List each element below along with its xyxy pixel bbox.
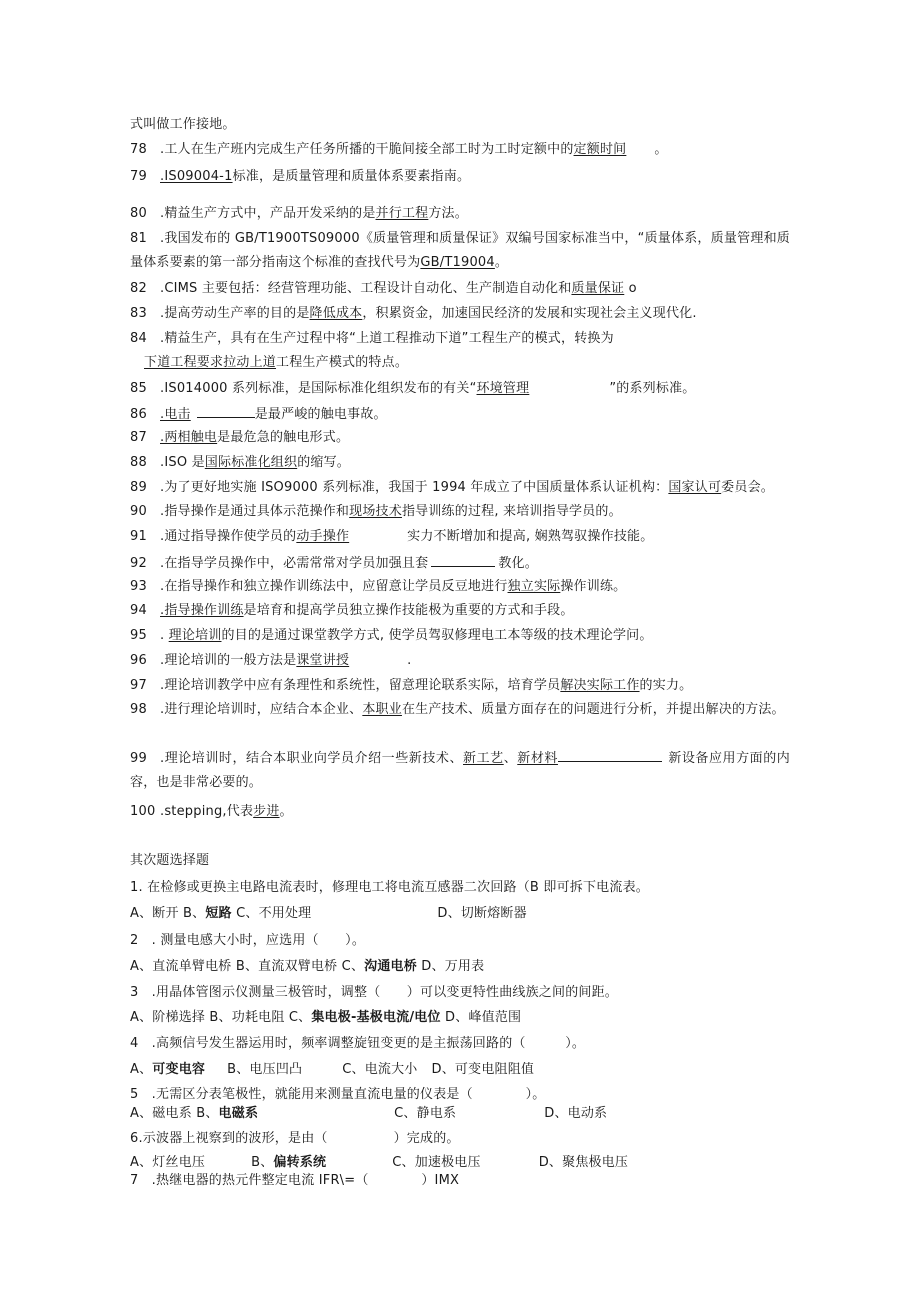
answer-underlined: 本职业	[362, 702, 402, 717]
answer-underlined: 新材料	[517, 751, 558, 766]
option-text: D、电动系	[544, 1106, 608, 1121]
question-text: .在指导学员操作中，必需常常对学员加强且套	[160, 556, 429, 571]
question-text-end: 实力不断增加和提高, 娴熟驾驭操作技能。	[407, 529, 654, 544]
option-text: B、电压凹凸	[227, 1062, 303, 1077]
question-98	[130, 698, 790, 722]
question-95	[130, 628, 790, 644]
choice-question-5	[130, 1087, 790, 1103]
answer-underlined: 动手操作	[296, 529, 350, 544]
section-title: 其次题选择题	[130, 853, 210, 868]
answer-underlined: 国际标准化组织	[204, 455, 298, 470]
question-text-end: ”的系列标准。	[609, 381, 696, 396]
question-78	[130, 142, 790, 158]
question-text: .理论培训教学中应有条理性和系统性，留意理论联系实际，培育学员	[160, 678, 561, 693]
section-heading	[130, 853, 790, 869]
question-text: 标准，是质量管理和质量体系要素指南。	[232, 169, 471, 184]
question-number: 100	[130, 804, 156, 819]
question-text-end: 工程生产模式的特点。	[276, 355, 409, 370]
question-text: 5 .无需区分表笔极性，就能用来测量直流电量的仪表是（ ）。	[130, 1087, 546, 1102]
line-0	[130, 117, 790, 133]
answer-blank	[431, 554, 495, 567]
question-text-end: 。	[654, 142, 668, 157]
choice-question-4	[130, 1036, 790, 1052]
question-text-end: 指导训练的过程, 来培训指导学员的。	[401, 504, 622, 519]
question-text: .提高劳动生产率的目的是	[160, 306, 310, 321]
question-97	[130, 678, 790, 694]
option-text: D、可变电阻阻值	[431, 1062, 535, 1077]
option-text: A、	[130, 1062, 153, 1077]
question-86	[130, 405, 790, 423]
question-text: .	[160, 628, 169, 643]
answer-underlined: 降低成本	[309, 306, 363, 321]
option-text: C、电流大小	[342, 1062, 418, 1077]
question-text: .通过指导操作使学员的	[160, 529, 297, 544]
question-text: 是最严峻的触电事故。	[254, 407, 387, 422]
answer-underlined: 步进	[253, 804, 280, 819]
question-number: 91	[130, 529, 147, 544]
question-text-end: 的目的是通过课堂教学方式, 使学员驾驭修理电工本等级的技术理论学问。	[221, 628, 653, 643]
question-text: .理论培训时，结合本职业向学员介绍一些新技术、	[160, 751, 464, 766]
question-text: .ISO 是	[160, 455, 205, 470]
answer-underlined: 现场技术	[349, 504, 402, 519]
question-text: .进行理论培训时，应结合本企业、	[160, 702, 363, 717]
question-number: 82	[130, 281, 147, 296]
question-text-end: 。	[494, 255, 509, 270]
question-text: 3 .用晶体管图示仪测量三极管时，调整（ ）可以变更特性曲线族之间的间距。	[130, 985, 619, 1000]
question-90	[130, 504, 790, 520]
choice-question-6	[130, 1131, 790, 1147]
question-number: 88	[130, 455, 147, 470]
question-number: 92	[130, 556, 147, 571]
option-text: C、不用处理	[231, 906, 312, 921]
choice-options-1	[130, 906, 790, 922]
answer-blank	[558, 749, 662, 762]
line-text: 式叫做工作接地。	[130, 117, 236, 132]
question-100	[130, 804, 790, 820]
option-text: A、灯丝电压	[130, 1155, 206, 1170]
option-answer: 偏转系统	[273, 1155, 327, 1170]
question-text-end: 。	[279, 804, 293, 819]
option-answer: 沟通电桥	[364, 959, 417, 974]
question-89	[130, 480, 790, 496]
question-82	[130, 281, 790, 297]
question-number: 87	[130, 430, 147, 445]
option-answer: 电磁系	[218, 1106, 259, 1121]
answer-underlined: 质量保证	[571, 281, 625, 296]
answer-underlined: .两相触电	[160, 430, 218, 445]
question-text: .stepping,代表	[160, 804, 254, 819]
option-text: C、加速极电压	[392, 1155, 481, 1170]
answer-underlined: .IS09004-1	[160, 169, 233, 184]
answer-underlined: 课堂讲授	[296, 653, 350, 668]
question-text: .在指导操作和独立操作训练法中，应留意让学员反豆地进行	[160, 579, 508, 594]
answer-underlined: 理论培训	[168, 628, 222, 643]
question-91	[130, 529, 790, 545]
choice-options-5	[130, 1106, 790, 1122]
question-number: 97	[130, 678, 147, 693]
choice-options-6	[130, 1155, 790, 1171]
option-text: D、万用表	[416, 959, 485, 974]
question-number: 96	[130, 653, 147, 668]
separator: 、	[503, 751, 518, 766]
question-text: 是培育和提高学员独立操作技能极为重要的方式和手段。	[243, 603, 574, 618]
question-text-end: 方法。	[428, 206, 468, 221]
question-84	[130, 331, 790, 347]
question-text: 是最危急的触电形式。	[217, 430, 350, 445]
question-number: 85	[130, 381, 147, 396]
question-84-cont	[144, 355, 804, 371]
question-number: 81	[130, 231, 147, 246]
question-text-end: 教化。	[498, 556, 538, 571]
choice-question-2	[130, 933, 790, 949]
question-88	[130, 455, 790, 471]
question-85	[130, 381, 790, 397]
answer-underlined: 定额时间	[573, 142, 627, 157]
question-number: 80	[130, 206, 147, 221]
option-answer: 可变电容	[152, 1062, 206, 1077]
question-text-end: 的实力。	[639, 678, 693, 693]
question-number: 89	[130, 480, 147, 495]
question-number: 93	[130, 579, 147, 594]
choice-options-2	[130, 959, 790, 975]
question-text-end: o	[624, 281, 637, 296]
option-text: D、切断熔断器	[437, 906, 527, 921]
answer-underlined: 环境管理	[476, 381, 530, 396]
answer-underlined: 并行工程	[375, 206, 429, 221]
option-answer: 短路	[205, 906, 232, 921]
option-answer: 集电极-基极电流/电位	[311, 1010, 441, 1025]
question-number: 90	[130, 504, 147, 519]
choice-options-3	[130, 1010, 790, 1026]
question-83	[130, 306, 790, 322]
question-text: 2 . 测量电感大小时，应选用（ ）。	[130, 933, 366, 948]
question-text: .CIMS 主要包括：经营管理功能、工程设计自动化、生产制造自动化和	[160, 281, 572, 296]
question-text: .精益生产方式中，产品开发采纳的是	[160, 206, 376, 221]
question-96	[130, 653, 790, 669]
question-text: .我国发布的 GB/T1900TS09000《质量管理和质量保证》双编号国家标准当中，“质量体系，质量管理和质量体系要素的第一部分指南这个标准的查找代号为	[130, 231, 790, 270]
question-number: 84	[130, 331, 147, 346]
question-text-end: ，积累资金，加速国民经济的发展和实现社会主义现代化.	[362, 306, 697, 321]
answer-underlined: 下道工程要求拉动上道	[144, 355, 277, 370]
choice-question-7	[130, 1173, 790, 1189]
answer-underlined: GB/T19004	[420, 255, 495, 270]
question-text: 4 .高频信号发生器运用时，频率调整旋钮变更的是主振荡回路的（ ）。	[130, 1036, 586, 1051]
question-text-end: 操作训练。	[560, 579, 627, 594]
question-number: 78	[130, 142, 147, 157]
question-text: .工人在生产班内完成生产任务所播的干脆间接全部工时为工时定额中的	[160, 142, 574, 157]
option-text: D、聚焦极电压	[538, 1155, 629, 1170]
question-99	[130, 747, 790, 795]
question-number: 98	[130, 702, 147, 717]
question-text: .理论培训的一般方法是	[160, 653, 297, 668]
question-92	[130, 554, 790, 572]
choice-options-4	[130, 1062, 790, 1078]
option-text: B、	[251, 1155, 274, 1170]
question-79	[130, 169, 790, 185]
answer-underlined: .电击	[160, 407, 191, 422]
option-text: A、磁电系 B、	[130, 1106, 219, 1121]
question-80	[130, 206, 790, 222]
question-text: .精益生产，具有在生产过程中将“上道工程推动下道”工程生产的模式，转换为	[160, 331, 614, 346]
question-text: 6.示波器上视察到的波形，是由（ ）完成的。	[130, 1131, 460, 1146]
option-text: D、峰值范围	[440, 1010, 522, 1025]
question-text-end: 在生产技术、质量方面存在的问题进行分析，并提出解决的方法。	[401, 702, 785, 717]
question-number: 95	[130, 628, 147, 643]
question-number: 83	[130, 306, 147, 321]
choice-question-3	[130, 985, 790, 1001]
question-text-end: 新设备应用方面的内容，也是非常必要的。	[130, 751, 790, 790]
question-number: 99	[130, 751, 147, 766]
question-number: 79	[130, 169, 147, 184]
option-text: A、阶梯选择 B、功耗电阻 C、	[130, 1010, 312, 1025]
question-81	[130, 227, 790, 275]
answer-underlined: .指导操作训练	[160, 603, 244, 618]
choice-question-1	[130, 880, 790, 896]
option-text: A、断开 B、	[130, 906, 206, 921]
question-number: 94	[130, 603, 147, 618]
answer-underlined: 国家认可	[668, 480, 722, 495]
question-93	[130, 579, 790, 595]
answer-underlined: 新工艺	[463, 751, 504, 766]
question-text: .IS014000 系列标准，是国际标准化组织发布的有关“	[160, 381, 477, 396]
answer-underlined: 独立实际	[507, 579, 561, 594]
answer-blank	[197, 405, 255, 418]
question-87	[130, 430, 790, 446]
question-text: .为了更好地实施 ISO9000 系列标准，我国于 1994 年成立了中国质量体系认证机构：	[160, 480, 669, 495]
answer-underlined: 解决实际工作	[560, 678, 640, 693]
question-number: 86	[130, 407, 147, 422]
question-text: 7 .热继电器的热元件整定电流 IFR\=（ ）IMX	[130, 1173, 460, 1188]
question-94	[130, 603, 790, 619]
option-text: C、静电系	[394, 1106, 457, 1121]
question-text: .指导操作是通过具体示范操作和	[160, 504, 350, 519]
option-text: A、直流单臂电桥 B、直流双臂电桥 C、	[130, 959, 365, 974]
question-text-end: 的缩写。	[297, 455, 351, 470]
question-text-end: 委员会。	[721, 480, 774, 495]
question-text: 1. 在检修或更换主电路电流表时，修理电工将电流互感器二次回路（B 即可拆下电流表。	[130, 880, 649, 895]
question-text-end: .	[407, 653, 412, 668]
